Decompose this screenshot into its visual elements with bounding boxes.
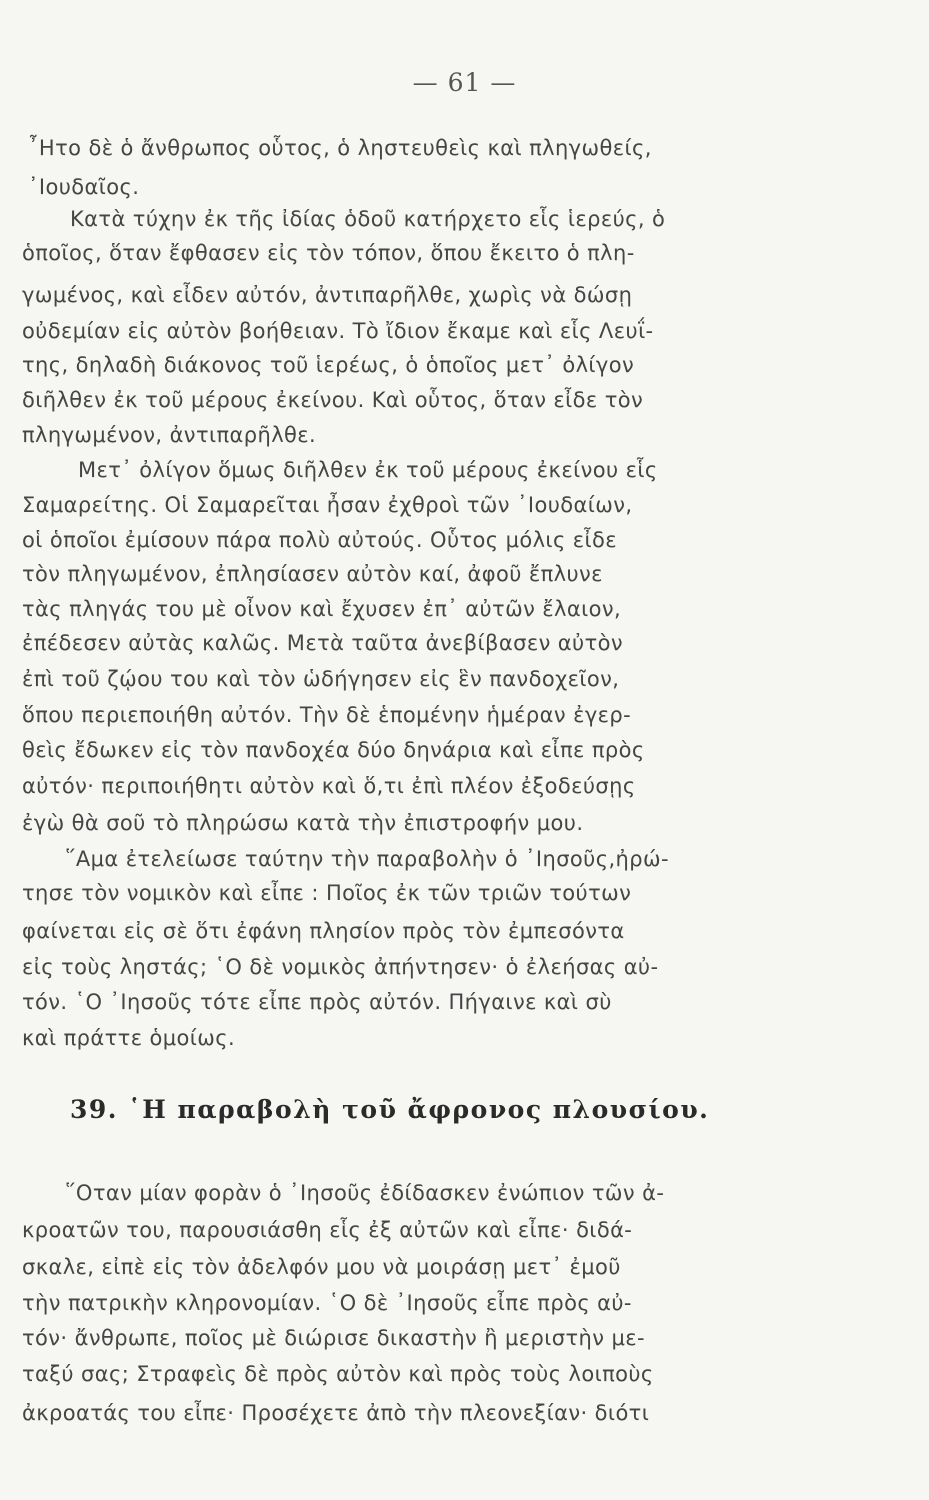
text-line: τησε τὸν νομικὸν καὶ εἶπε : Ποῖος ἐκ τῶν τριῶν τούτων	[22, 881, 632, 905]
text-line: εἰς τοὺς ληστάς; ῾Ο δὲ νομικὸς ἀπήντησεν· ὁ ἐλεήσας αὐ-	[22, 955, 659, 979]
text-line: ἐπέδεσεν αὐτὰς καλῶς. Μετὰ ταῦτα ἀνεβίβασεν αὐτὸν	[22, 631, 623, 655]
text-line: ἀκροατάς του εἶπε· Προσέχετε ἀπὸ τὴν πλεονεξίαν· διότι	[22, 1401, 650, 1425]
text-line: ᾿Ιουδαῖος.	[28, 175, 140, 199]
text-line: Κατὰ τύχην ἐκ τῆς ἰδίας ὁδοῦ κατήρχετο εἷς ἱερεύς, ὁ	[70, 207, 666, 231]
text-line: αὐτόν· περιποιήθητι αὐτὸν καὶ ὅ,τι ἐπὶ πλέον ἐξοδεύσῃς	[22, 774, 636, 798]
section-heading: 39. ῾Η παραβολὴ τοῦ ἄφρονος πλουσίου.	[70, 1095, 710, 1124]
page-number: — 61 —	[412, 68, 517, 97]
text-line: σκαλε, εἰπὲ εἰς τὸν ἀδελφόν μου νὰ μοιράσῃ μετ᾿ ἐμοῦ	[22, 1255, 621, 1279]
text-line: οὐδεμίαν εἰς αὐτὸν βοήθειαν. Τὸ ἴδιον ἔκαμε καὶ εἷς Λευΐ-	[22, 319, 654, 343]
text-line: ἐγὼ θὰ σοῦ τὸ πληρώσω κατὰ τὴν ἐπιστροφήν μου.	[22, 811, 584, 835]
text-line: ῏Ητο δὲ ὁ ἄνθρωπος οὗτος, ὁ ληστευθεὶς καὶ πληγωθείς,	[28, 136, 652, 160]
text-line: τὴν πατρικὴν κληρονομίαν. ῾Ο δὲ ᾿Ιησοῦς εἶπε πρὸς αὐ-	[22, 1291, 632, 1315]
text-line: τὸν πληγωμένον, ἐπλησίασεν αὐτὸν καί, ἀφοῦ ἔπλυνε	[22, 562, 603, 586]
text-line: ἐπὶ τοῦ ζῴου του καὶ τὸν ὡδήγησεν εἰς ἓν πανδοχεῖον,	[22, 667, 620, 691]
text-line: πληγωμένον, ἀντιπαρῆλθε.	[22, 423, 317, 447]
text-line: οἱ ὁποῖοι ἐμίσουν πάρα πολὺ αὐτούς. Οὗτος μόλις εἶδε	[22, 528, 617, 552]
text-line: τόν· ἄνθρωπε, ποῖος μὲ διώρισε δικαστὴν ἢ μεριστὴν με-	[22, 1326, 645, 1350]
text-line: θεὶς ἔδωκεν εἰς τὸν πανδοχέα δύο δηνάρια καὶ εἶπε πρὸς	[22, 738, 645, 762]
text-line: ὁποῖος, ὅταν ἔφθασεν εἰς τὸν τόπον, ὅπου ἔκειτο ὁ πλη-	[22, 241, 635, 265]
text-line: ὅπου περιεποιήθη αὐτόν. Τὴν δὲ ἑπομένην ἡμέραν ἐγερ-	[22, 703, 632, 727]
text-line: Σαμαρείτης. Οἱ Σαμαρεῖται ἦσαν ἐχθροὶ τῶν ᾿Ιουδαίων,	[22, 493, 633, 517]
text-line: γωμένος, καὶ εἶδεν αὐτόν, ἀντιπαρῆλθε, χωρὶς νὰ δώσῃ	[22, 283, 633, 307]
text-line: της, δηλαδὴ διάκονος τοῦ ἱερέως, ὁ ὁποῖος μετ᾿ ὀλίγον	[22, 353, 635, 377]
text-line: κροατῶν του, παρουσιάσθη εἷς ἐξ αὐτῶν καὶ εἶπε· διδά-	[22, 1218, 633, 1242]
text-line: διῆλθεν ἐκ τοῦ μέρους ἐκείνου. Καὶ οὗτος, ὅταν εἶδε τὸν	[22, 388, 644, 412]
text-line: ῞Οταν μίαν φορὰν ὁ ᾿Ιησοῦς ἐδίδασκεν ἐνώπιον τῶν ἀ-	[65, 1181, 665, 1205]
text-line: φαίνεται εἰς σὲ ὅτι ἐφάνη πλησίον πρὸς τὸν ἐμπεσόντα	[22, 919, 625, 943]
text-line: Μετ᾿ ὀλίγον ὅμως διῆλθεν ἐκ τοῦ μέρους ἐκείνου εἷς	[78, 458, 658, 482]
text-line: τὰς πληγάς του μὲ οἶνον καὶ ἔχυσεν ἐπ᾿ αὐτῶν ἔλαιον,	[22, 597, 622, 621]
text-line: καὶ πράττε ὁμοίως.	[22, 1026, 236, 1050]
text-line: ῞Αμα ἐτελείωσε ταύτην τὴν παραβολὴν ὁ ᾿Ιησοῦς,ἠρώ-	[65, 847, 669, 871]
text-line: τόν. ῾Ο ᾿Ιησοῦς τότε εἶπε πρὸς αὐτόν. Πήγαινε καὶ σὺ	[22, 990, 612, 1014]
text-line: ταξύ σας; Στραφεὶς δὲ πρὸς αὐτὸν καὶ πρὸς τοὺς λοιποὺς	[22, 1362, 654, 1386]
